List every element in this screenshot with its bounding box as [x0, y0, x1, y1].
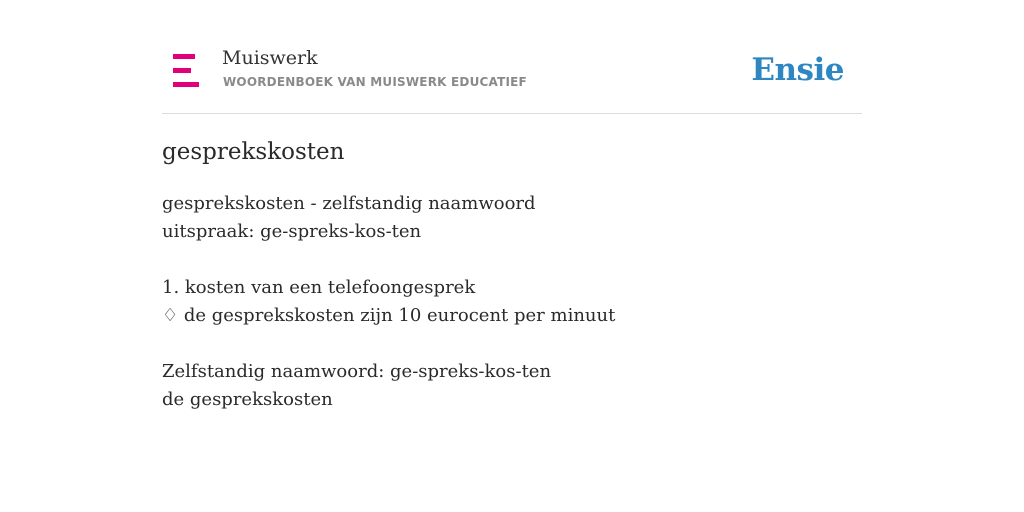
entry-line-blank	[162, 330, 862, 358]
brand-name: Muiswerk	[222, 47, 318, 69]
brand-subtitle: WOORDENBOEK VAN MUISWERK EDUCATIEF	[223, 75, 527, 89]
entry-title: gesprekskosten	[162, 139, 345, 165]
header	[162, 40, 862, 114]
logo-bar-middle	[173, 68, 191, 73]
entry-line-article: de gesprekskosten	[162, 389, 333, 410]
entry-line-definition: 1. kosten van een telefoongesprek	[162, 277, 476, 298]
logo-bar-top	[173, 54, 195, 59]
entry-line-headword: gesprekskosten - zelfstandig naamwoord	[162, 193, 536, 214]
entry-line-example: ♢ de gesprekskosten zijn 10 eurocent per minuut	[162, 305, 616, 326]
entry-body	[162, 190, 862, 414]
entry-line-pronunciation: uitspraak: ge-spreks-kos-ten	[162, 221, 422, 242]
entry-line-blank	[162, 246, 862, 274]
ensie-logo-link[interactable]: Ensie	[751, 52, 844, 88]
logo-bar-bottom	[173, 82, 199, 87]
entry-line-word-class: Zelfstandig naamwoord: ge-spreks-kos-ten	[162, 361, 552, 382]
muiswerk-logo-icon[interactable]	[173, 54, 199, 87]
